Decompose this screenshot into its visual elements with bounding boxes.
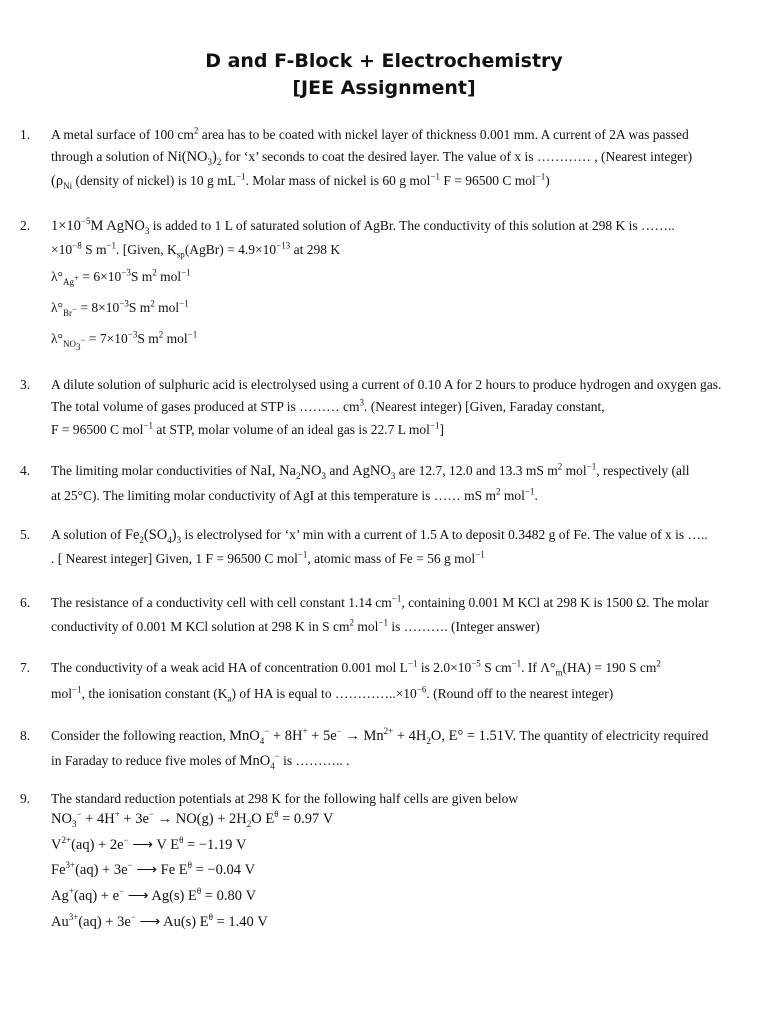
question-text-line: The standard reduction potentials at 298 K for the following half cells are given below bbox=[51, 791, 519, 806]
question-number: 6. bbox=[20, 595, 31, 610]
question-text-line: A solution of $Fe_2(SO_4)_3$ is electrolysed for ‘x’ min with a current of 1.5 A to deposit 0.3482 g of Fe. The value of x is ….. bbox=[51, 527, 708, 545]
question-text-line: The limiting molar conductivities of NaI, $Na_2NO_3$ and AgNO$_3$ are 12.7, 12.0 and 13.3 mS $m^2$ mol$^{-1}$, respectively (all bbox=[51, 461, 690, 481]
question-text-line: $V^{2+}(aq) + 2e^-$ ⟶ V $E^\theta = -1.19$ V bbox=[51, 835, 247, 853]
question-number: 2. bbox=[20, 218, 31, 233]
question-number: 3. bbox=[20, 377, 31, 392]
question-text-line: through a solution of $Ni(NO_3)_2$ for ‘x’ seconds to coat the desired layer. The value of x is ………… , (Nearest integer) bbox=[51, 149, 693, 167]
question-text-line: $Au^{3+}(aq) + 3e^-$ ⟶ Au(s) $E^\theta = 1.40$ V bbox=[51, 912, 268, 930]
question-number: 4. bbox=[20, 463, 31, 478]
question-number: 8. bbox=[20, 728, 31, 743]
question-number: 9. bbox=[20, 791, 31, 806]
question-number: 1. bbox=[20, 127, 31, 142]
question-text-line: at 25°C). The limiting molar conductivity of AgI at this temperature is …… mS $m^2$ mol$^{-1}$. bbox=[51, 486, 538, 503]
question-text-line: mol$^{-1}$, the ionisation constant $(K_a)$ of HA is equal to $\dots\dots\dots\dots..\times 10^{-6}$. (Round off to the nearest integer) bbox=[51, 684, 614, 704]
question-number: 7. bbox=[20, 660, 31, 675]
question-text-line: A dilute solution of sulphuric acid is electrolysed using a current of 0.10 A for 2 hours to produce hydrogen and oxygen gas. bbox=[51, 377, 722, 392]
question-text-line: A metal surface of 100 $cm^2$ area has to be coated with nickel layer of thickness 0.001 mm. A current of 2A was passed bbox=[51, 125, 689, 142]
question-text-line: $\lambda^\circ_{Br^-} = 8\times 10^{-3}S$ $m^2$ mol$^{-1}$ bbox=[51, 298, 189, 318]
question-text-line: conductivity of 0.001 M KCl solution at 298 K in S $cm^2$ mol$^{-1}$ is ………. (Integer answer) bbox=[51, 617, 540, 634]
question-number: 5. bbox=[20, 527, 31, 542]
question-text-line: in Faraday to reduce five moles of MnO$_4$− is ……….. . bbox=[51, 751, 350, 771]
question-text-line: $Fe^{3+}(aq) + 3e^-$ ⟶ Fe $E^\theta = -0.04$ V bbox=[51, 860, 256, 878]
question-text-line: F = 96500 C mol$^{-1}$ at STP, molar volume of an ideal gas is 22.7 L mol$^{-1}$] bbox=[51, 420, 445, 437]
page-subtitle: [JEE Assignment] bbox=[292, 77, 476, 99]
question-text-line: $\times 10^{-8}$ S $m^{-1}$. [Given, $K_{sp}(AgBr) = 4.9\times 10^{-13}$ at 298 K bbox=[51, 240, 341, 260]
question-text-line: $1\times 10^{-5}M$ AgNO$_3$ is added to 1 L of saturated solution of AgBr. The conductivity of this solution at 298 K is …….. bbox=[51, 216, 675, 236]
question-text-line: Ag+(aq) + e− ⟶ Ag(s) $E^\theta = 0.80$ V bbox=[51, 886, 257, 904]
question-text-line: $\lambda^\circ_{Ag^+} = 6\times 10^{-3}S$ $m^2$ mol$^{-1}$ bbox=[51, 267, 191, 287]
question-text-line: The conductivity of a weak acid HA of concentration 0.001 mol $L^{-1}$ is $2.0\times 10^{-5}$ S $cm^{-1}$. If $\Lambda^\circ_m(HA) = 190$ S $cm^2$ bbox=[51, 658, 661, 678]
question-text-line: Consider the following reaction, $MnO_4^- + 8H^+ + 5e^- \to Mn^{2+} + 4H_2O$, E° = 1.51V. The quantity of electricity required bbox=[51, 726, 709, 746]
question-text-line: The total volume of gases produced at STP is ……… $cm^3$. (Nearest integer) [Given, Faraday constant, bbox=[51, 397, 605, 414]
question-text-line: ($\rho_{Ni}$ (density of nickel) is 10 g $mL^{-1}$. Molar mass of nickel is 60 g mol$^{-1}$ F = 96500 C mol$^{-1}$) bbox=[51, 171, 550, 191]
page-title: D and F-Block + Electrochemistry bbox=[205, 50, 563, 72]
question-text-line: . [ Nearest integer] Given, 1 F = 96500 C mol$^{-1}$, atomic mass of Fe = 56 g mol$^{-1}$ bbox=[51, 549, 485, 566]
question-text-line: The resistance of a conductivity cell with cell constant 1.14 $cm^{-1}$, containing 0.001 M KCl at 298 K is 1500 Ω. The molar bbox=[51, 593, 709, 610]
question-text-line: $\lambda^\circ_{NO_3^-} = 7\times 10^{-3}S$ $m^2$ mol$^{-1}$ bbox=[51, 329, 198, 352]
question-text-line: $NO_3^- + 4H^+ + 3e^- \to NO(g) + 2H_2O$ $E^\theta = 0.97$ V bbox=[51, 809, 334, 829]
